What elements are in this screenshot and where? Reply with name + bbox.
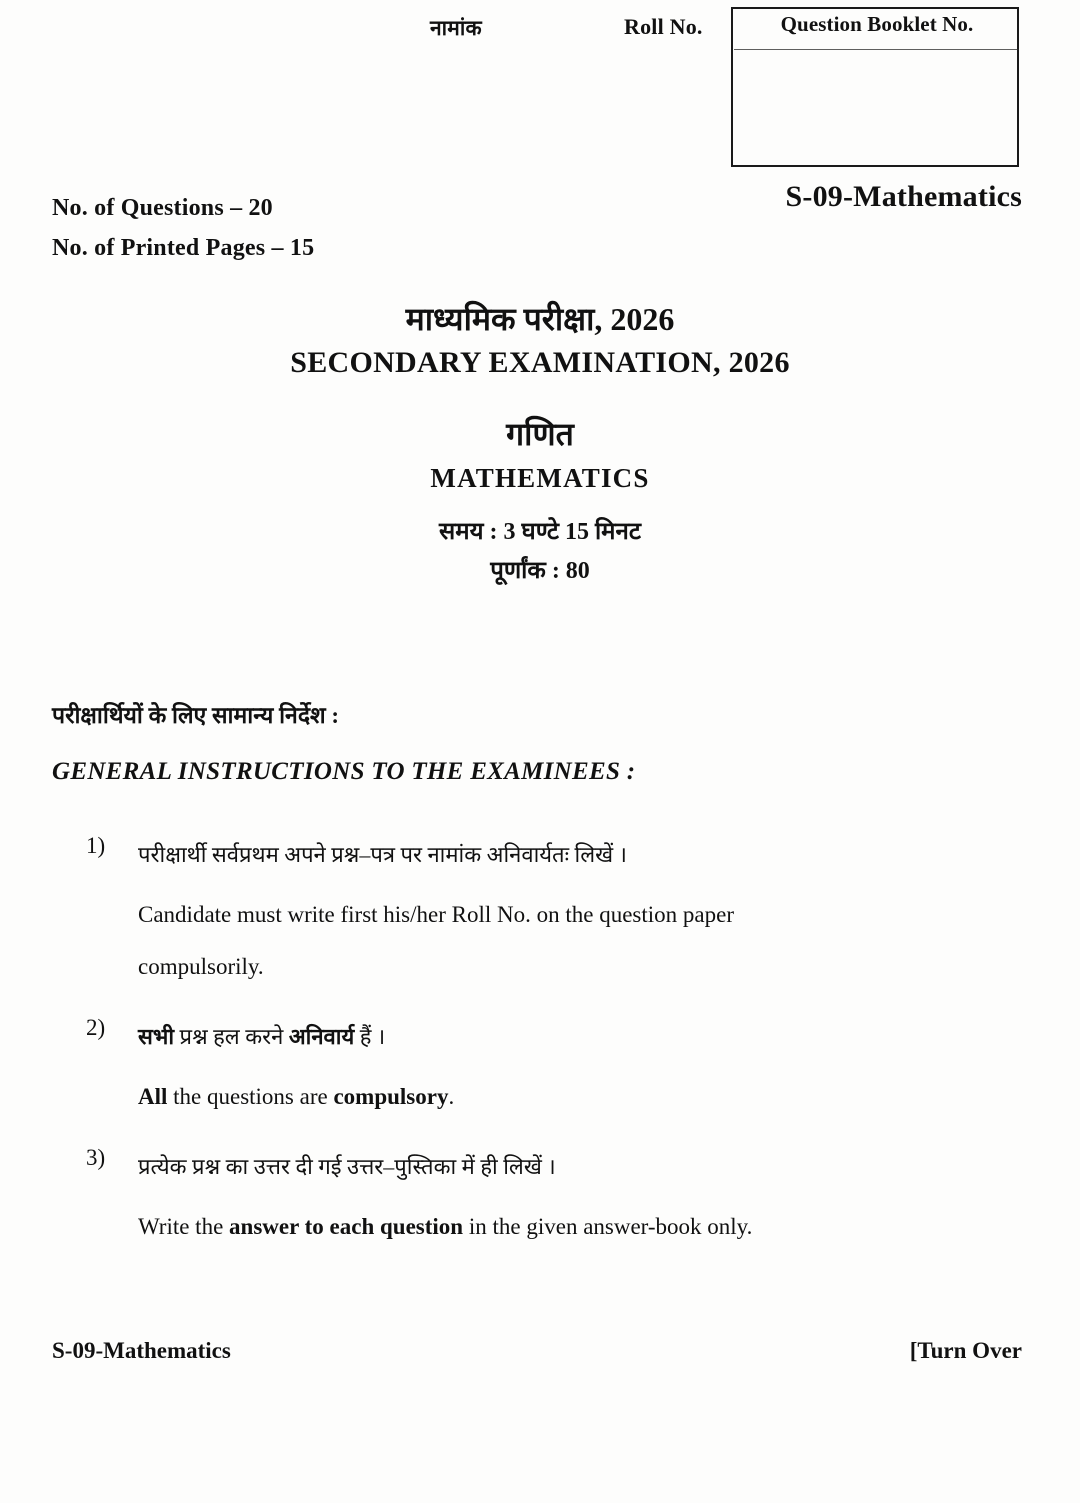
question-booklet-no-box[interactable] [731, 7, 1019, 167]
instruction-3-english-bold: answer to each question [229, 1214, 464, 1239]
instruction-2-english [138, 1071, 918, 1123]
instructions-heading-english: GENERAL INSTRUCTIONS TO THE EXAMINEES : [52, 758, 636, 785]
subject-name-hindi: गणित [506, 416, 574, 452]
naamank-label: नामांक [430, 16, 482, 40]
instruction-2-hindi-bold-2: अनिवार्य [288, 1024, 355, 1049]
instruction-3-english-post: in the given answer-book only. [463, 1214, 753, 1239]
paper-meta [52, 188, 314, 268]
instruction-2-hindi-mid: प्रश्न हल करने [174, 1024, 289, 1049]
instruction-1-hindi: परीक्षार्थी सर्वप्रथम अपने प्रश्न–पत्र पर नामांक अनिवार्यतः लिखें । [138, 842, 627, 867]
instruction-3-english [138, 1201, 918, 1253]
instruction-number-2: 2) [86, 1015, 106, 1040]
instruction-number-1: 1) [86, 833, 106, 858]
instruction-body-3 [138, 1145, 918, 1253]
time-allowed: समय : 3 घण्टे 15 मिनट [439, 519, 641, 545]
instruction-body-2 [138, 1015, 918, 1123]
instruction-item-2 [0, 1015, 1080, 1123]
instructions-list [0, 833, 1080, 1275]
instruction-1-english-line2: compulsorily. [138, 954, 264, 979]
title-block [0, 298, 1080, 590]
instruction-item-1 [0, 833, 1080, 993]
exam-name-english: SECONDARY EXAMINATION, 2026 [290, 346, 790, 379]
roll-no-label: Roll No. [624, 14, 703, 39]
subject-code-header: S-09-Mathematics [785, 180, 1022, 213]
instruction-2-hindi-end: हैं । [354, 1024, 386, 1049]
no-of-printed-pages: No. of Printed Pages – 15 [52, 235, 315, 261]
instruction-3-hindi: प्रत्येक प्रश्न का उत्तर दी गई उत्तर–पुस्तिका में ही लिखें । [138, 1154, 556, 1179]
instruction-number-3: 3) [86, 1145, 106, 1170]
instructions-heading-hindi: परीक्षार्थियों के लिए सामान्य निर्देश : [52, 703, 340, 728]
instruction-1-english-line1: Candidate must write first his/her Roll No. on the question paper [138, 902, 734, 927]
no-of-questions: No. of Questions – 20 [52, 195, 273, 221]
instruction-2-english-mid: the questions are [167, 1084, 334, 1109]
exam-name-hindi: माध्यमिक परीक्षा, 2026 [405, 301, 675, 337]
instruction-2-hindi-bold-1: सभी [138, 1024, 175, 1049]
instruction-2-hindi [138, 1015, 918, 1059]
instruction-2-english-end: . [448, 1084, 455, 1109]
instruction-body-1 [138, 833, 918, 993]
instruction-2-english-bold-1: All [138, 1084, 168, 1109]
footer-turn-over: [Turn Over [909, 1338, 1022, 1363]
footer-subject-code: S-09-Mathematics [52, 1338, 231, 1363]
identification-row [0, 0, 1080, 175]
subject-name-english: MATHEMATICS [430, 463, 650, 493]
instruction-3-english-pre: Write the [138, 1214, 230, 1239]
question-booklet-no-label: Question Booklet No. [780, 12, 974, 36]
booklet-box-divider [734, 49, 1019, 50]
instruction-2-english-bold-2: compulsory [333, 1084, 449, 1109]
maximum-marks: पूर्णांक : 80 [490, 558, 590, 584]
instruction-item-3 [0, 1145, 1080, 1253]
